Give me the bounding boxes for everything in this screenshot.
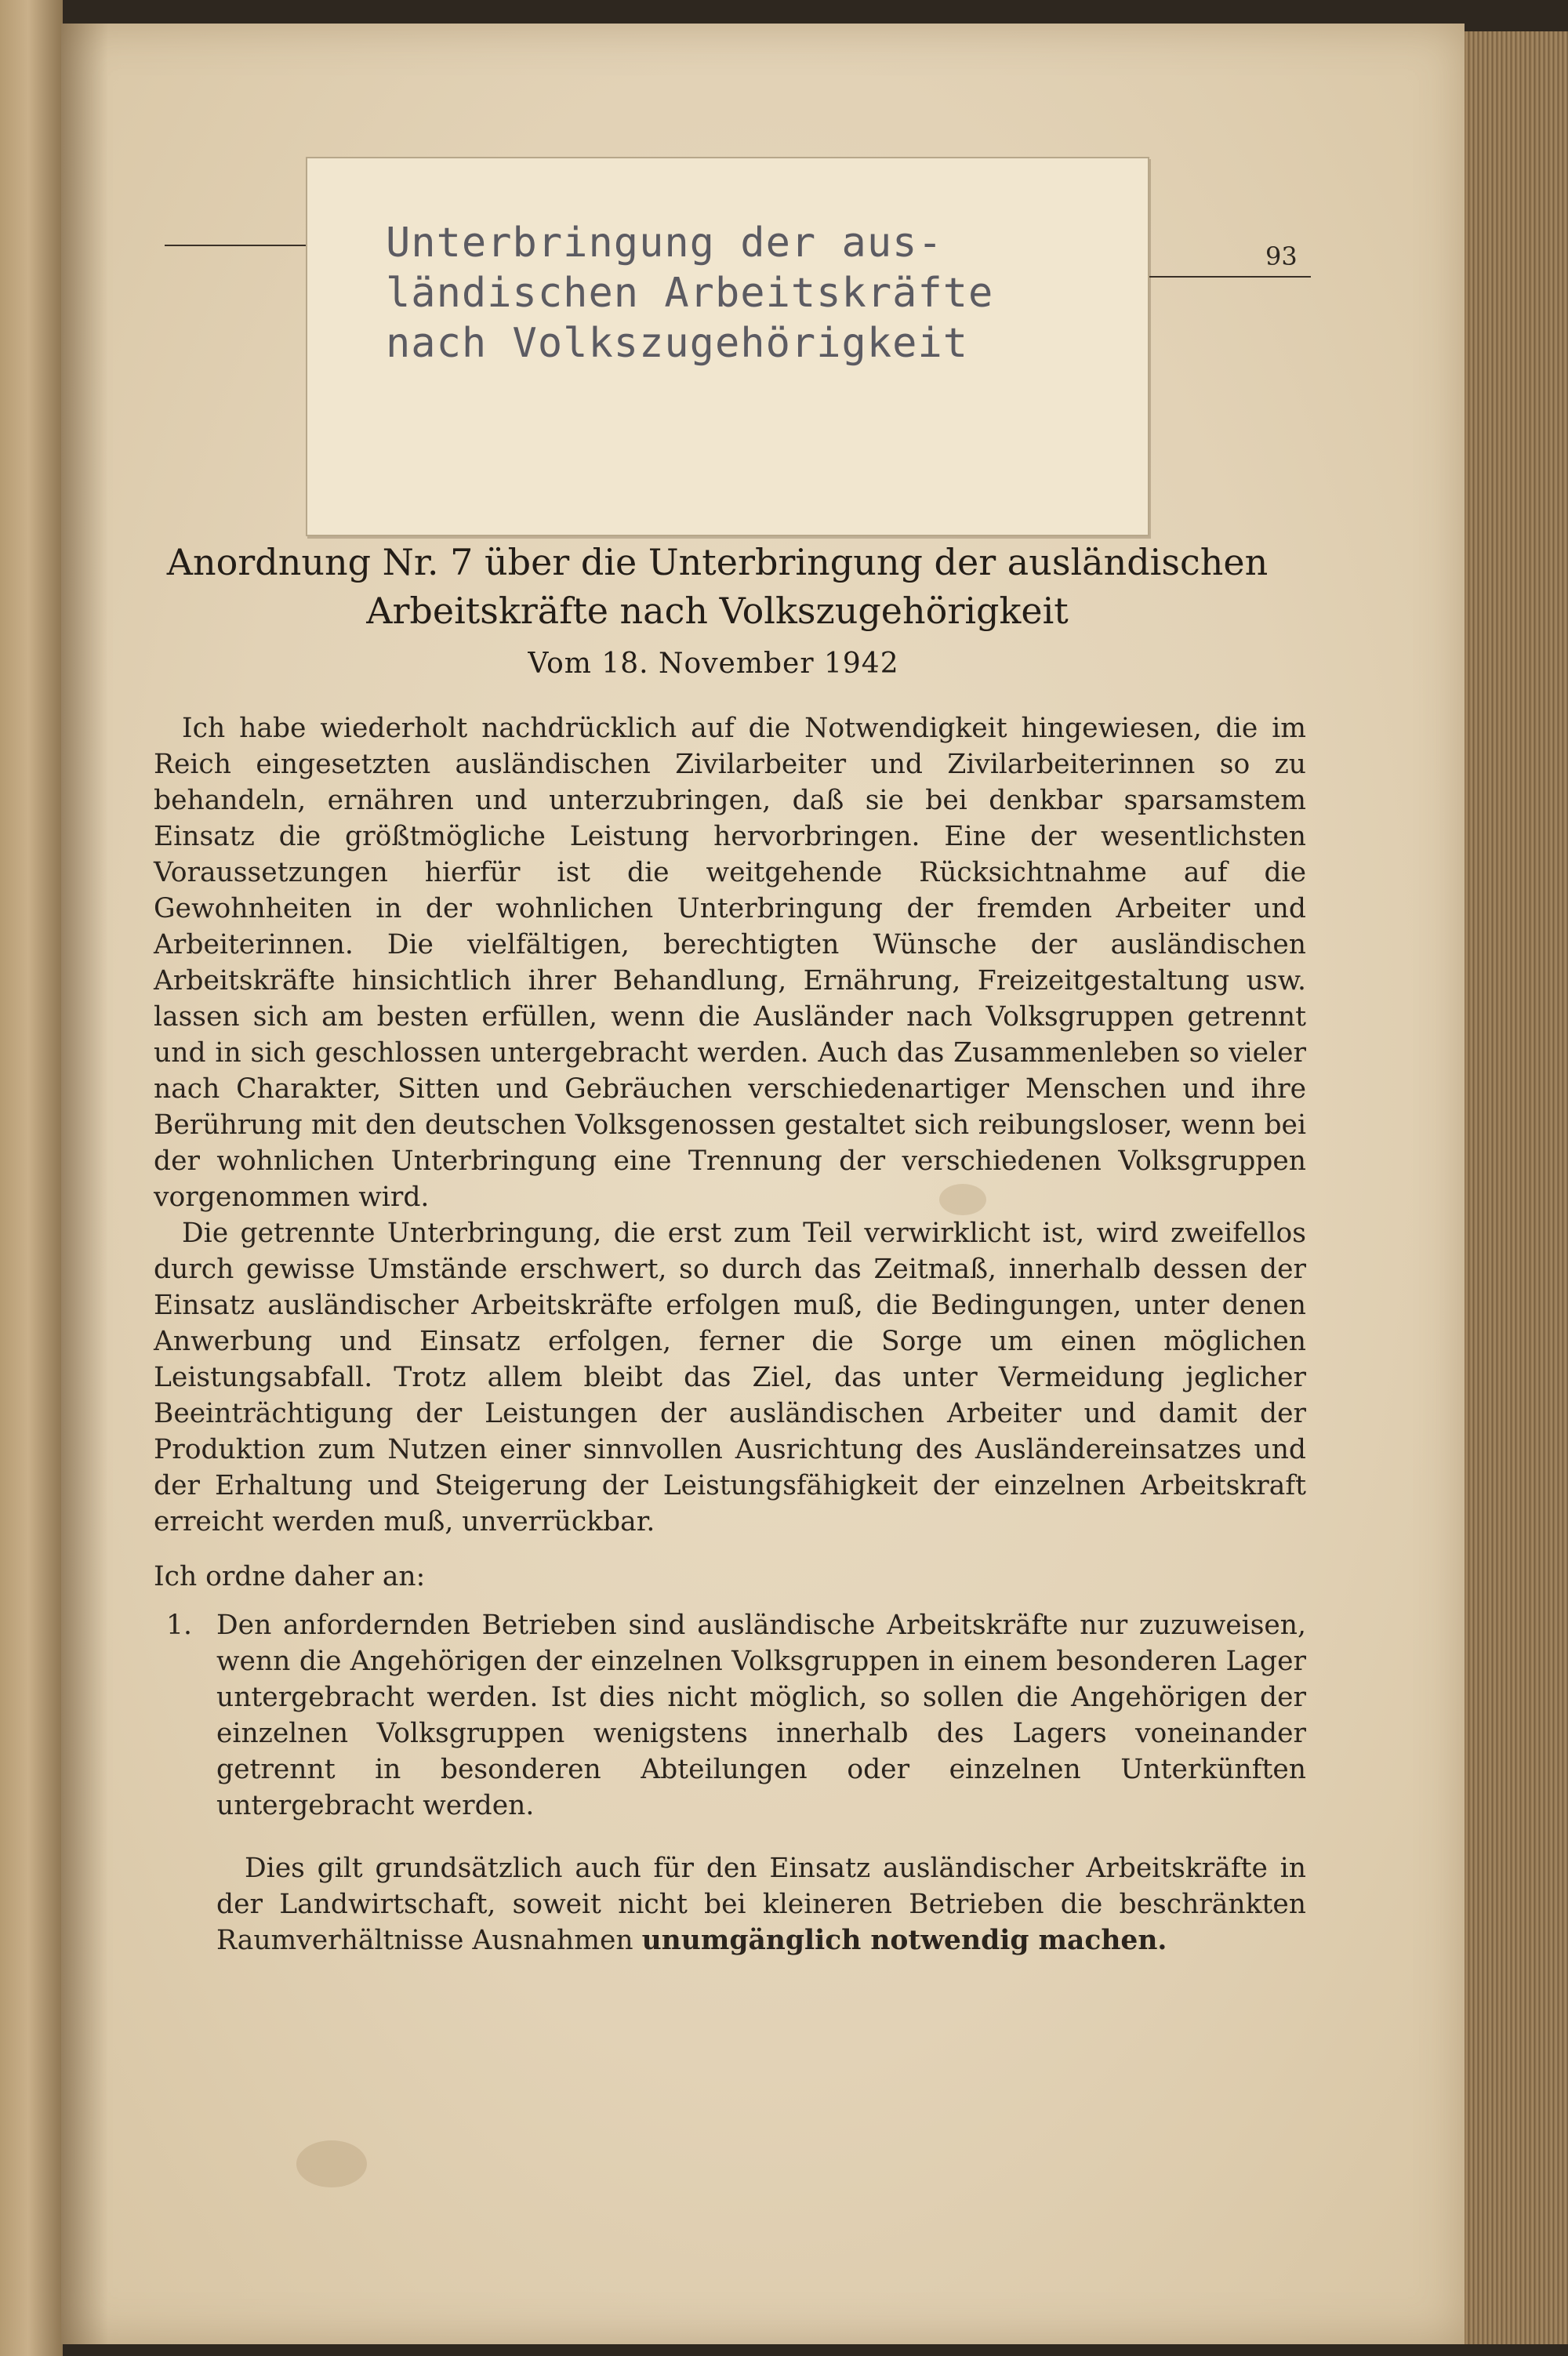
- ordinance-title-line-1: Anordnung Nr. 7 über die Unterbringung der ausländischen: [166, 541, 1269, 583]
- order-item-note: [216, 1850, 1306, 1958]
- page-stack-edge: [1465, 31, 1568, 2344]
- header-rule-left: [165, 245, 314, 246]
- order-item-text: Den anfordernden Betrieben sind ausländische Arbeitskräfte nur zuzuweisen, wenn die Angehörigen der einzelnen Volksgruppen in einem besonderen Lager untergebracht werden. Ist dies nicht möglich, so sollen die Angehörigen der einzelnen Volksgruppen wenigstens innerhalb des Lagers voneinander getrennt in besonderen Abteilungen oder einzelnen Unterkünften untergebracht werden.: [216, 1610, 1306, 1821]
- order-item-note-text: Dies gilt grundsätzlich auch für den Einsatz ausländischer Arbeitskräfte in der Landwirtschaft, soweit nicht bei kleineren Betrieben die beschränkten Raumverhältnisse Ausnahmen: [216, 1853, 1306, 1956]
- previous-page-edge: [0, 0, 63, 2356]
- header-rule-right: [1146, 276, 1311, 278]
- order-intro: Ich ordne daher an:: [154, 1561, 426, 1592]
- label-text: Unterbringung der aus- ländischen Arbeitskräfte nach Volkszugehörigkeit: [386, 220, 994, 367]
- order-item: [154, 1607, 1306, 1958]
- ordinance-body: [154, 710, 1306, 1958]
- binding-shadow: [61, 24, 108, 2344]
- order-item-number: 1.: [166, 1610, 192, 1641]
- page-number: 93: [1265, 241, 1298, 271]
- order-list: [154, 1607, 1306, 1958]
- ordinance-title-line-2: Arbeitskräfte nach Volkszugehörigkeit: [366, 590, 1069, 632]
- pasted-typewritten-label: [306, 157, 1149, 536]
- ordinance-date: Vom 18. November 1942: [528, 648, 899, 680]
- paper-stain: [296, 2140, 367, 2187]
- order-item-note-bold: unumgänglich notwendig machen.: [641, 1925, 1167, 1956]
- body-paragraph: Ich habe wiederholt nachdrücklich auf die Notwendigkeit hingewiesen, die im Reich eingesetzten ausländischen Zivilarbeiter und Zivilarbeiterinnen so zu behandeln, ernähren und unterzubringen, daß sie bei denkbar sparsamstem Einsatz die größtmögliche Leistung hervorbringen. Eine der wesentlichsten Voraussetzungen hierfür ist die weitgehende Rücksichtnahme auf die Gewohnheiten in der wohnlichen Unterbringung der fremden Arbeiter und Arbeiterinnen. Die vielfältigen, berechtigten Wünsche der ausländischen Arbeitskräfte hinsichtlich ihrer Behandlung, Ernährung, Freizeitgestaltung usw. lassen sich am besten erfüllen, wenn die Ausländer nach Volksgruppen getrennt und in sich geschlossen untergebracht werden. Auch das Zusammenleben so vieler nach Charakter, Sitten und Gebräuchen verschiedenartiger Menschen und ihre Berührung mit den deutschen Volksgenossen gestaltet sich reibungsloser, wenn bei der wohnlichen Unterbringung eine Trennung der verschiedenen Volksgruppen vorgenommen wird.: [154, 713, 1306, 1213]
- body-paragraph: Die getrennte Unterbringung, die erst zum Teil verwirklicht ist, wird zweifellos durch gewisse Umstände erschwert, so durch das Zeitmaß, innerhalb dessen der Einsatz ausländischer Arbeitskräfte erfolgen muß, die Bedingungen, unter denen Anwerbung und Einsatz erfolgen, ferner die Sorge um einen möglichen Leistungsabfall. Trotz allem bleibt das Ziel, das unter Vermeidung jeglicher Beeinträchtigung der Leistungen der ausländischen Arbeiter und damit der Produktion zum Nutzen einer sinnvollen Ausrichtung des Ausländereinsatzes und der Erhaltung und Steigerung der Leistungsfähigkeit der einzelnen Arbeitskraft erreicht werden muß, unverrückbar.: [154, 1218, 1306, 1537]
